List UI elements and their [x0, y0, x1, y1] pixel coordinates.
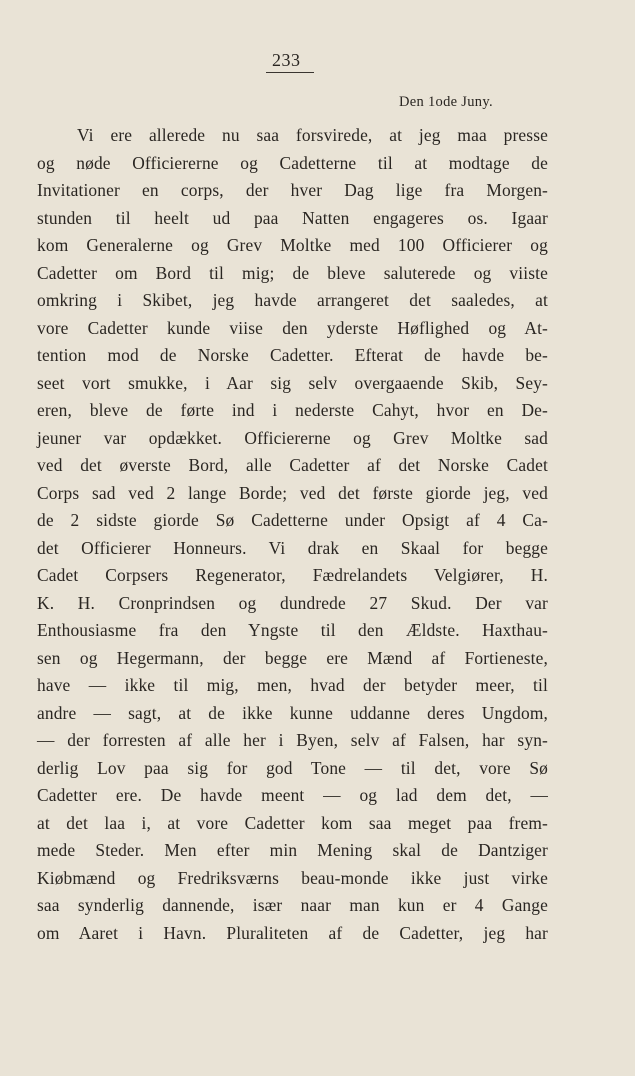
text-line: ved det øverste Bord, alle Cadetter af det Norske Cadet [37, 455, 548, 475]
text-line: seet vort smukke, i Aar sig selv overgaaende Skib, Sey- [37, 372, 548, 393]
text-line: det Officierer Honneurs. Vi drak en Skaal for begge [37, 537, 548, 558]
text-line: Enthousiasme fra den Yngste til den Ældste. Haxthau- [37, 620, 548, 640]
text-line: sen og Hegermann, der begge ere Mænd af Fortieneste, [37, 647, 548, 668]
text-line: at det laa i, at vore Cadetter kom saa meget paa frem- [37, 812, 548, 833]
text-line: de 2 sidste giorde Sø Cadetterne under Opsigt af 4 Ca- [37, 510, 548, 530]
text-line: Cadet Corpsers Regenerator, Fædrelandets Velgiører, H. [37, 565, 548, 585]
page-number-rule [266, 72, 314, 73]
text-line: Cadetter om Bord til mig; de bleve saluterede og viiste [37, 262, 548, 283]
text-line: mede Steder. Men efter min Mening skal de Dantziger [37, 840, 548, 860]
text-line: derlig Lov paa sig for god Tone — til det, vore Sø [37, 757, 548, 778]
text-line: — der forresten af alle her i Byen, selv af Falsen, har syn- [37, 730, 548, 750]
text-line: og nøde Officiererne og Cadetterne til at modtage de [37, 152, 548, 173]
text-line: saa synderlig dannende, især naar man kun er 4 Gange [37, 895, 548, 915]
text-line: K. H. Cronprindsen og dundrede 27 Skud. Der var [37, 592, 548, 613]
text-line: Vi ere allerede nu saa forsvirede, at jeg maa presse [77, 125, 548, 145]
text-line: tention mod de Norske Cadetter. Efterat de havde be- [37, 345, 548, 365]
body-text [37, 122, 548, 947]
text-line: Cadetter ere. De havde meent — og lad dem det, — [37, 785, 548, 805]
text-line: om Aaret i Havn. Pluraliteten af de Cadetter, jeg har [37, 922, 548, 943]
text-line: have — ikke til mig, men, hvad der betyder meer, til [37, 675, 548, 695]
text-line: omkring i Skibet, jeg havde arrangeret det saaledes, at [37, 290, 548, 310]
text-line: eren, bleve de førte ind i nederste Cahyt, hvor en De- [37, 400, 548, 420]
dateline: Den 1ode Juny. [399, 94, 493, 110]
text-line: kom Generalerne og Grev Moltke med 100 Officierer og [37, 235, 548, 255]
text-line: andre — sagt, at de ikke kunne uddanne deres Ungdom, [37, 702, 548, 723]
text-line: stunden til heelt ud paa Natten engageres os. Igaar [37, 207, 548, 228]
text-line: jeuner var opdækket. Officiererne og Grev Moltke sad [37, 427, 548, 448]
page-number: 233 [272, 50, 301, 70]
text-line: Invitationer en corps, der hver Dag lige fra Morgen- [37, 180, 548, 200]
text-line: Corps sad ved 2 lange Borde; ved det første giorde jeg, ved [37, 482, 548, 503]
text-line: vore Cadetter kunde viise den yderste Høflighed og At- [37, 317, 548, 338]
text-line: Kiøbmænd og Fredriksværns beau-monde ikke just virke [37, 867, 548, 888]
